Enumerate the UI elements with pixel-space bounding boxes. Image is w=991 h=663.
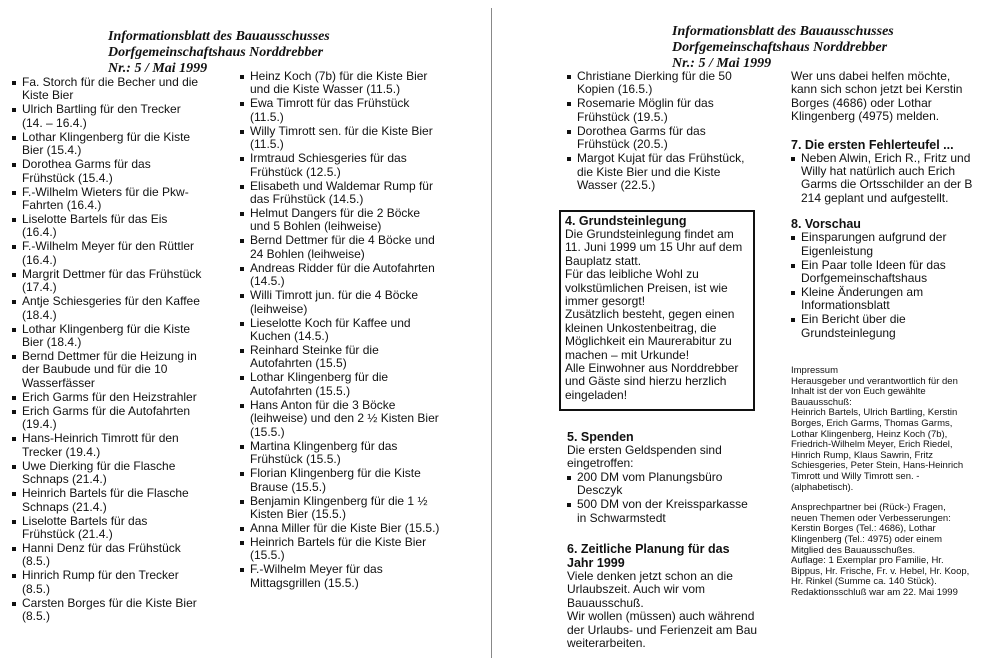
list-item: Willy Timrott sen. für die Kiste Bier (11.5.) — [240, 125, 440, 152]
list-item: F.-Wilhelm Meyer für das Mittagsgrillen (15.5.) — [240, 563, 440, 590]
left-header-line-2: Dorfgemeinschaftshaus Norddrebber — [108, 45, 324, 60]
list-item: Heinrich Bartels für die Flasche Schnaps (21.4.) — [12, 487, 202, 514]
list-item: Ulrich Bartling für den Trecker (14. – 16.4.) — [12, 103, 202, 130]
list-item: Reinhard Steinke für die Autofahrten (15.5) — [240, 344, 440, 371]
list-item: Hanni Denz für das Frühstück (8.5.) — [12, 542, 202, 569]
left-header-line-3: Nr.: 5 / Mai 1999 — [108, 61, 208, 76]
vorschau-list — [791, 231, 976, 340]
list-item: Fa. Storch für die Becher und die Kiste Bier — [12, 76, 202, 103]
list-item: Hans Anton für die 3 Böcke (leihweise) und den 2 ½ Kisten Bier (15.5.) — [240, 399, 440, 439]
grundsteinlegung-box — [559, 210, 755, 411]
spenden-section — [567, 430, 757, 526]
impressum-text-1: Herausgeber und verantwortlich für den Inhalt ist der von Euch gewählte Bauausschuß: — [791, 375, 958, 408]
impressum-text-5: Redaktionsschluß war am 22. Mai 1999 — [791, 586, 958, 598]
grundsteinlegung-text-4: Alle Einwohner aus Norddrebber und Gäste sind hierzu herzlich eingeladen! — [565, 361, 739, 402]
spenden-title: 5. Spenden — [567, 430, 634, 444]
list-item: Hans-Heinrich Timrott für den Trecker (19.4.) — [12, 432, 202, 459]
list-item: Margot Kujat für das Frühstück, die Kiste Bier und die Kiste Wasser (22.5.) — [567, 152, 757, 192]
list-item: Martina Klingenberg für das Frühstück (15.5.) — [240, 440, 440, 467]
grundsteinlegung-text-2: Für das leibliche Wohl zu volkstümlichen Preisen, ist wie immer gesorgt! — [565, 267, 728, 309]
left-header-line-1: Informationsblatt des Bauausschusses — [108, 29, 330, 44]
list-item: Liselotte Bartels für das Eis (16.4.) — [12, 213, 202, 240]
impressum-text-3: Ansprechpartner bei (Rück-) Fragen, neuen Themen oder Verbesserungen: Kerstin Borges (Tel.: 4686), Lothar Klingenberg (Tel.: 4975) oder einem Mitglied des Bauausschußes. — [791, 502, 951, 556]
list-item: Florian Klingenberg für die Kiste Brause (15.5.) — [240, 467, 440, 494]
list-item: Erich Garms für die Autofahrten (19.4.) — [12, 405, 202, 432]
left-column-1 — [12, 76, 202, 624]
page-fold-divider — [491, 8, 492, 658]
fehlerteufel-list — [791, 152, 976, 206]
right-header — [672, 24, 894, 72]
planung-text-1: Viele denken jetzt schon an die Urlaubszeit. Auch wir vom Bauausschuß. — [567, 569, 733, 610]
list-item: Carsten Borges für die Kiste Bier (8.5.) — [12, 597, 202, 624]
list-item: Liselotte Bartels für das Frühstück (21.4.) — [12, 515, 202, 542]
list-item: Ein Bericht über die Grundsteinlegung — [791, 313, 976, 340]
list-item: Andreas Ridder für die Autofahrten (14.5.) — [240, 262, 440, 289]
list-item: Ein Paar tolle Ideen für das Dorfgemeinschaftshaus — [791, 259, 976, 286]
planung-section — [567, 542, 759, 650]
list-item: Helmut Dangers für die 2 Böcke und 5 Bohlen (leihweise) — [240, 207, 440, 234]
planung-text-2: Wir wollen (müssen) auch während der Urlaubs- und Ferienzeit am Bau weiterarbeiten. — [567, 609, 758, 651]
planung-title: 6. Zeitliche Planung für das Jahr 1999 — [567, 542, 730, 570]
vorschau-title: 8. Vorschau — [791, 217, 861, 232]
helfen-text: Wer uns dabei helfen möchte, kann sich schon jetzt bei Kerstin Borges (4686) oder Lothar Klingenberg (4975) melden. — [791, 69, 963, 124]
list-item: Bernd Dettmer für die Heizung in der Baubude und für die 10 Wasserfässer — [12, 350, 202, 390]
list-item: Lothar Klingenberg für die Kiste Bier (15.4.) — [12, 131, 202, 158]
thanks-list-1 — [12, 76, 202, 624]
impressum-title: Impressum — [791, 365, 838, 376]
right-column-4 — [791, 70, 976, 341]
spenden-list — [567, 471, 757, 525]
list-item: Willi Timrott jun. für die 4 Böcke (leihweise) — [240, 289, 440, 316]
list-item: Erich Garms für den Heizstrahler — [12, 391, 202, 404]
list-item: 500 DM von der Kreissparkasse in Schwarmstedt — [567, 498, 757, 525]
impressum-text-2: Heinrich Bartels, Ulrich Bartling, Kerstin Borges, Erich Garms, Thomas Garms, Lothar Klingenberg, Heinz Koch (7b), Friedrich-Wilhelm Meyer, Erich Riedel, Hinrich Rump, Klaus Sawrin, Fritz Schiesgeries, Peter Stein, Hans-Heinrich Timrott und Willy Timrott sen. - (alphabetisch). — [791, 407, 964, 493]
list-item: Irmtraud Schiesgeries für das Frühstück (12.5.) — [240, 152, 440, 179]
list-item: Lothar Klingenberg für die Kiste Bier (18.4.) — [12, 323, 202, 350]
right-column-3 — [567, 70, 757, 193]
list-item: Neben Alwin, Erich R., Fritz und Willy hat natürlich auch Erich Garms die Ortsschilder an der B 214 geplant und aufgestellt. — [791, 152, 976, 206]
list-item: Anna Miller für die Kiste Bier (15.5.) — [240, 522, 440, 535]
impressum-text-4: Auflage: 1 Exemplar pro Familie, Hr. Bippus, Hr. Frische, Fr. v. Hebel, Hr. Koop, Hr. Rinkel (Summe ca. 140 Stück). — [791, 555, 970, 588]
list-item: Uwe Dierking für die Flasche Schnaps (21.4.) — [12, 460, 202, 487]
list-item: Dorothea Garms für das Frühstück (15.4.) — [12, 158, 202, 185]
list-item: Christiane Dierking für die 50 Kopien (16.5.) — [567, 70, 757, 97]
grundsteinlegung-text-3: Zusätzlich besteht, gegen einen kleinen Unkostenbeitrag, die Möglichkeit ein Maurerabitur zu machen – mit Urkunde! — [565, 307, 735, 362]
grundsteinlegung-title: 4. Grundsteinlegung — [565, 214, 687, 228]
list-item: Einsparungen aufgrund der Eigenleistung — [791, 231, 976, 258]
list-item: Hinrich Rump für den Trecker (8.5.) — [12, 569, 202, 596]
right-header-line-3: Nr.: 5 / Mai 1999 — [672, 56, 772, 71]
list-item: Antje Schiesgeries für den Kaffee (18.4.) — [12, 295, 202, 322]
list-item: F.-Wilhelm Wieters für die Pkw-Fahrten (16.4.) — [12, 186, 202, 213]
spenden-intro: Die ersten Geldspenden sind eingetroffen: — [567, 443, 722, 471]
list-item: Elisabeth und Waldemar Rump für das Frühstück (14.5.) — [240, 180, 440, 207]
list-item: Margrit Dettmer für das Frühstück (17.4.) — [12, 268, 202, 295]
list-item: Kleine Änderungen am Informationsblatt — [791, 286, 976, 313]
list-item: Rosemarie Möglin für das Frühstück (19.5.) — [567, 97, 757, 124]
fehlerteufel-title: 7. Die ersten Fehlerteufel ... — [791, 137, 954, 152]
list-item: Benjamin Klingenberg für die 1 ½ Kisten Bier (15.5.) — [240, 495, 440, 522]
list-item: Heinrich Bartels für die Kiste Bier (15.5.) — [240, 536, 440, 563]
list-item: Lothar Klingenberg für die Autofahrten (15.5.) — [240, 371, 440, 398]
list-item: Heinz Koch (7b) für die Kiste Bier und die Kiste Wasser (11.5.) — [240, 70, 440, 97]
grundsteinlegung-text-1: Die Grundsteinlegung findet am 11. Juni 1999 um 15 Uhr auf dem Bauplatz statt. — [565, 227, 743, 268]
list-item: Bernd Dettmer für die 4 Böcke und 24 Bohlen (leihweise) — [240, 234, 440, 261]
list-item: Ewa Timrott für das Frühstück (11.5.) — [240, 97, 440, 124]
thanks-list-2 — [240, 70, 440, 590]
thanks-list-3 — [567, 70, 757, 192]
right-header-line-2: Dorfgemeinschaftshaus Norddrebber — [672, 40, 888, 55]
list-item: Lieselotte Koch für Kaffee und Kuchen (14.5.) — [240, 317, 440, 344]
right-header-line-1: Informationsblatt des Bauausschusses — [672, 24, 894, 39]
left-column-2 — [240, 70, 440, 591]
list-item: 200 DM vom Planungsbüro Desczyk — [567, 471, 757, 498]
impressum-section — [791, 366, 971, 598]
list-item: Dorothea Garms für das Frühstück (20.5.) — [567, 125, 757, 152]
list-item: F.-Wilhelm Meyer für den Rüttler (16.4.) — [12, 240, 202, 267]
